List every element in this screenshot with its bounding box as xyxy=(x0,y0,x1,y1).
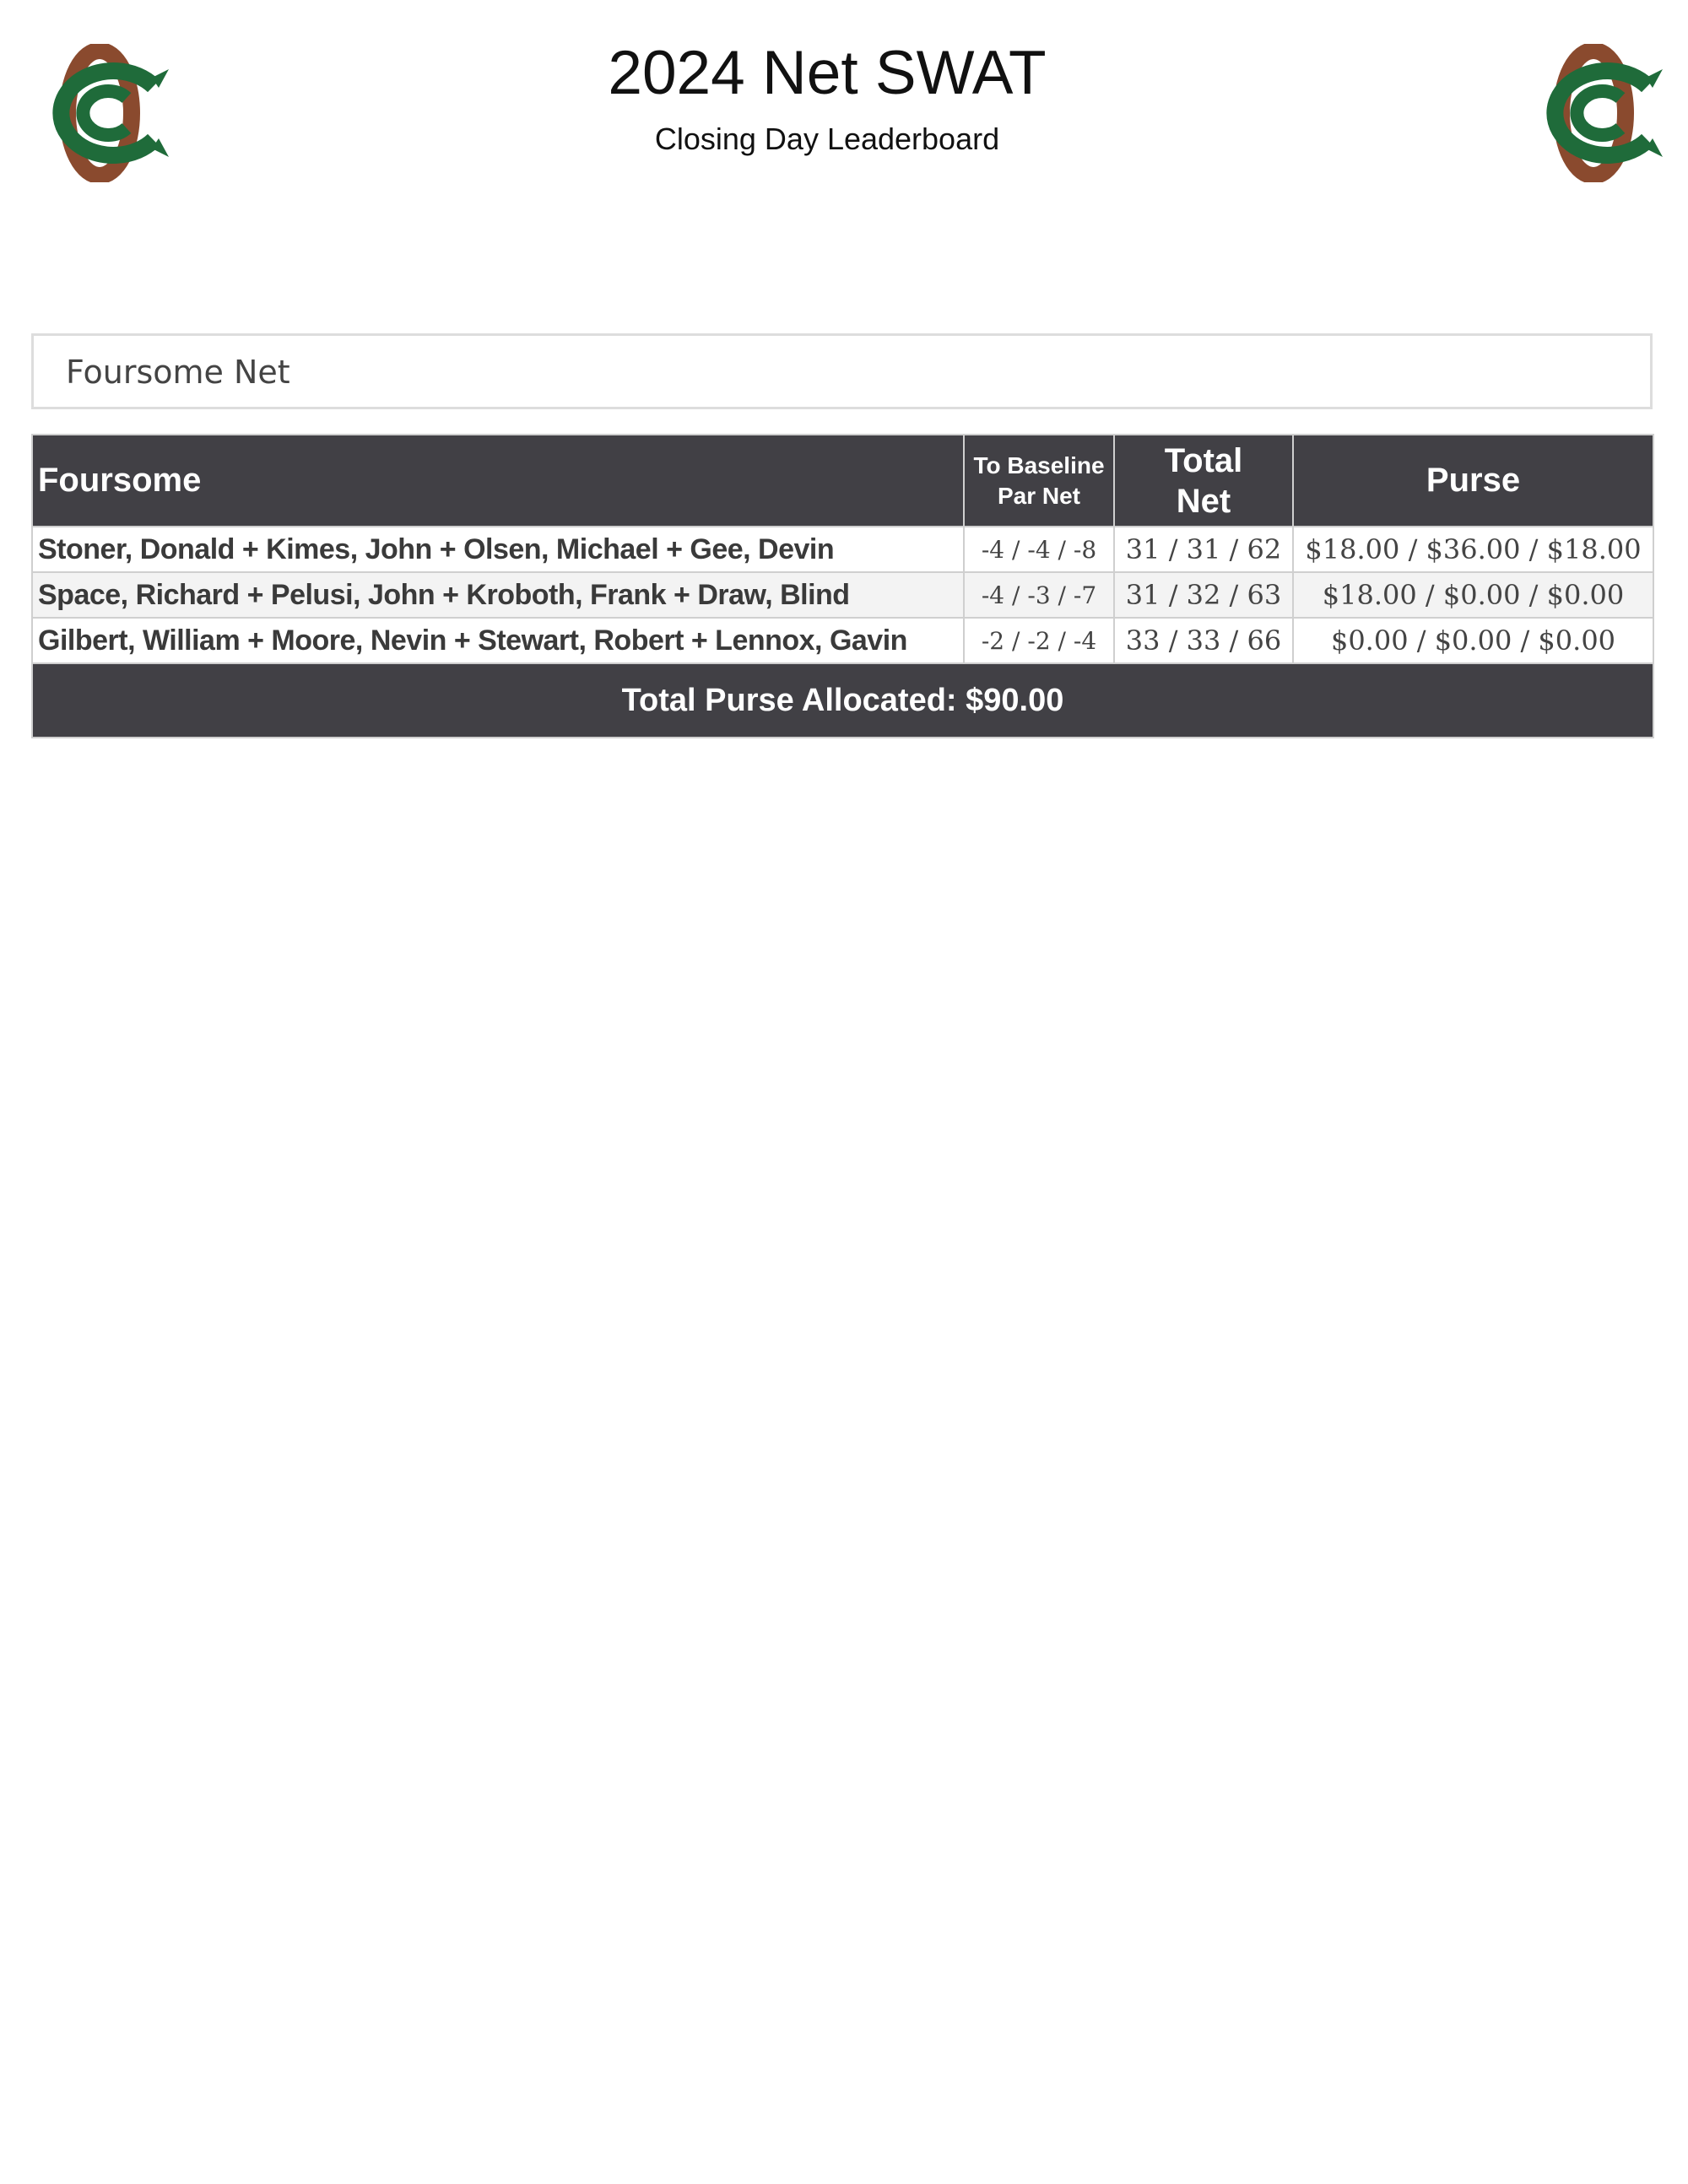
column-header-foursome: Foursome xyxy=(32,435,964,527)
section-title: Foursome Net xyxy=(66,354,290,391)
total-net-cell: 33 / 33 / 66 xyxy=(1114,618,1293,663)
section-header xyxy=(31,333,1653,409)
page-header xyxy=(0,0,1688,194)
column-header-total-line2: Net xyxy=(1176,482,1231,520)
foursome-cell: Space, Richard + Pelusi, John + Kroboth, Frank + Draw, Blind xyxy=(32,572,964,618)
purse-cell: $18.00 / $36.00 / $18.00 xyxy=(1293,527,1653,572)
baseline-cell: -4 / -4 / -8 xyxy=(964,527,1114,572)
purse-cell: $18.00 / $0.00 / $0.00 xyxy=(1293,572,1653,618)
total-purse-allocated: Total Purse Allocated: $90.00 xyxy=(32,663,1653,738)
total-net-cell: 31 / 32 / 63 xyxy=(1114,572,1293,618)
page-subtitle: Closing Day Leaderboard xyxy=(654,122,1000,156)
leaderboard-table xyxy=(31,434,1654,738)
baseline-cell: -4 / -3 / -7 xyxy=(964,572,1114,618)
column-header-total-net xyxy=(1114,435,1293,527)
table-row xyxy=(32,618,1653,663)
column-header-baseline-line1: To Baseline xyxy=(973,451,1105,478)
foursome-cell: Gilbert, William + Moore, Nevin + Stewart, Robert + Lennox, Gavin xyxy=(32,618,964,663)
foursome-cell: Stoner, Donald + Kimes, John + Olsen, Michael + Gee, Devin xyxy=(32,527,964,572)
purse-cell: $0.00 / $0.00 / $0.00 xyxy=(1293,618,1653,663)
table-row xyxy=(32,572,1653,618)
column-header-baseline xyxy=(964,435,1114,527)
column-header-total-line1: Total xyxy=(1164,441,1243,479)
table-row xyxy=(32,527,1653,572)
baseline-cell: -2 / -2 / -4 xyxy=(964,618,1114,663)
club-logo-right xyxy=(1521,44,1666,182)
table-header-row xyxy=(32,435,1653,527)
page-title: 2024 Net SWAT xyxy=(608,39,1047,107)
column-header-purse: Purse xyxy=(1293,435,1653,527)
total-net-cell: 31 / 31 / 62 xyxy=(1114,527,1293,572)
table-footer-row xyxy=(32,663,1653,738)
column-header-baseline-line2: Par Net xyxy=(997,482,1081,509)
